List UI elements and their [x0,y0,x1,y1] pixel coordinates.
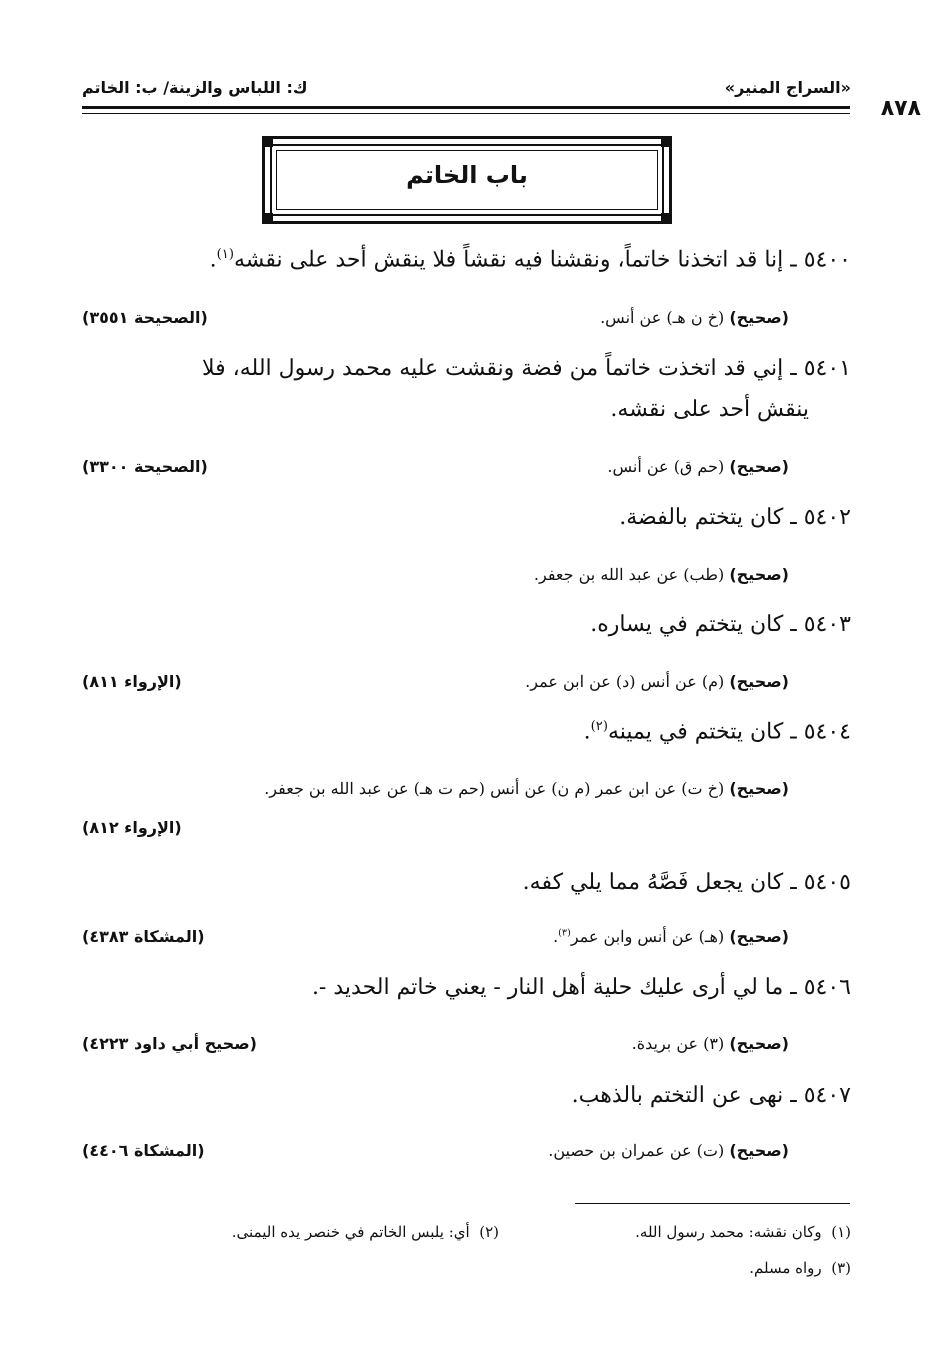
hadith-number: ٥٤٠٢ [803,505,851,530]
hadith-5407-source: (صحيح) (ت) عن عمران بن حصين. [548,1141,789,1160]
hadith-5403-source: (صحيح) (م) عن أنس (د) عن ابن عمر. [525,672,789,691]
page-number: ٨٧٨ [880,96,921,121]
hadith-text: كان يتختم بالفضة. [619,505,784,530]
hadith-5404-ref: (الإرواء ٨١٢) [82,818,182,837]
hadith-text: كان يتختم في يمينه [607,719,784,745]
hadith-5401-source: (صحيح) (حم ق) عن أنس. [607,457,789,476]
hadith-text: كان يتختم في يساره. [590,612,784,637]
chapter-title-frame [262,136,672,224]
footnote-rule [575,1203,850,1204]
hadith-number: ٥٤٠١ [803,356,851,381]
hadith-5406-ref: (صحيح أبي داود ٤٢٢٣) [82,1034,257,1053]
hadith-number: ٥٤٠٥ [803,870,851,895]
hadith-5400-source: (صحيح) (خ ن هـ) عن أنس. [600,308,789,327]
hadith-text: إني قد اتخذت خاتماً من فضة ونقشت عليه محمد رسول الله، فلا [202,356,784,381]
hadith-text: كان يجعل فَصَّهُ مما يلي كفه. [522,870,784,895]
footnote-2: (٢) أي: يلبس الخاتم في خنصر يده اليمنى. [231,1223,499,1241]
hadith-5403-ref: (الإرواء ٨١١) [82,672,182,691]
hadith-number: ٥٤٠٧ [803,1083,851,1108]
hadith-text: نهى عن التختم بالذهب. [571,1083,784,1108]
hadith-5404-source: (صحيح) (خ ت) عن ابن عمر (م ن) عن أنس (حم ت هـ) عن عبد الله بن جعفر. [264,779,789,798]
footnote-1: (١) وكان نقشه: محمد رسول الله. [635,1223,851,1241]
hadith-5400-ref: (الصحيحة ٣٥٥١) [82,308,208,327]
hadith-5402-source: (صحيح) (طب) عن عبد الله بن جعفر. [533,565,789,584]
hadith-number: ٥٤٠٠ [803,247,851,273]
hadith-number: ٥٤٠٣ [803,612,851,637]
hadith-5401-ref: (الصحيحة ٣٣٠٠) [82,457,208,476]
header-rule-thick [82,106,850,109]
hadith-5407-ref: (المشكاة ٤٤٠٦) [82,1141,205,1160]
hadith-number: ٥٤٠٤ [803,719,851,745]
chapter-title: باب الخاتم [406,161,528,189]
hadith-5405: ٥٤٠٥ ـ كان يجعل فَصَّهُ مما يلي كفه. [522,870,851,895]
book-title: «السراج المنير» [724,78,851,97]
section-title: ك: اللباس والزينة/ ب: الخاتم [82,78,308,97]
hadith-5403: ٥٤٠٣ ـ كان يتختم في يساره. [590,612,851,637]
hadith-5407: ٥٤٠٧ ـ نهى عن التختم بالذهب. [571,1083,851,1108]
hadith-text: إنا قد اتخذنا خاتماً، ونقشنا فيه نقشاً فلا ينقش أحد على نقشه [233,247,784,273]
footnote-3: (٣) رواه مسلم. [749,1259,851,1277]
hadith-5401: ٥٤٠١ ـ إني قد اتخذت خاتماً من فضة ونقشت عليه محمد رسول الله، فلا [202,356,851,381]
hadith-number: ٥٤٠٦ [803,975,851,1000]
hadith-5400: ٥٤٠٠ ـ إنا قد اتخذنا خاتماً، ونقشنا فيه نقشاً فلا ينقش أحد على نقشه$^{(١)}$. [209,247,851,273]
hadith-5406-source: (صحيح) (٣) عن بريدة. [631,1034,789,1053]
hadith-5405-source: (صحيح) (هـ) عن أنس وابن عمر$^{(٣)}$. [553,927,789,946]
hadith-5404: ٥٤٠٤ ـ كان يتختم في يمينه$^{(٢)}$. [583,719,851,745]
header-rule-thin [82,113,850,114]
footnote-ref: (٣) [558,927,571,939]
footnote-ref: (٢) [590,719,608,734]
hadith-5405-ref: (المشكاة ٤٣٨٣) [82,927,205,946]
hadith-5401-cont: ينقش أحد على نقشه. [610,397,809,422]
hadith-5406: ٥٤٠٦ ـ ما لي أرى عليك حلية أهل النار - يعني خاتم الحديد -. [311,975,851,1000]
hadith-text: ما لي أرى عليك حلية أهل النار - يعني خاتم الحديد -. [311,975,784,1000]
footnote-ref: (١) [216,247,234,262]
hadith-5402: ٥٤٠٢ ـ كان يتختم بالفضة. [619,505,851,530]
